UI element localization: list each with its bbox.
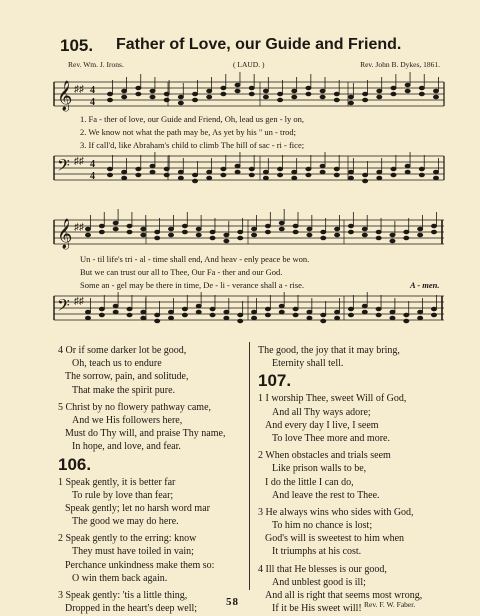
note-head bbox=[122, 176, 127, 180]
note-head bbox=[348, 176, 353, 180]
note-head bbox=[207, 176, 212, 180]
note-head bbox=[279, 310, 284, 314]
note-head bbox=[334, 167, 339, 171]
note-head bbox=[238, 236, 243, 240]
note-head bbox=[263, 176, 268, 180]
note-head bbox=[265, 307, 270, 311]
note-head bbox=[235, 164, 240, 168]
note-head bbox=[431, 313, 436, 317]
note-head bbox=[251, 310, 256, 314]
note-head bbox=[348, 307, 353, 311]
note-head bbox=[335, 233, 340, 237]
note-head bbox=[320, 170, 325, 174]
svg-text:4: 4 bbox=[90, 97, 95, 108]
note-head bbox=[391, 86, 396, 90]
note-head bbox=[136, 86, 141, 90]
note-head bbox=[221, 167, 226, 171]
note-head bbox=[127, 307, 132, 311]
svg-text:♯♯: ♯♯ bbox=[74, 84, 84, 95]
svg-text:4: 4 bbox=[90, 159, 95, 170]
note-head bbox=[141, 310, 146, 314]
note-head bbox=[99, 224, 104, 228]
lyric-line-2: 2. We know not what the path may be, As yet by his " un - trod; bbox=[80, 127, 297, 137]
note-head bbox=[390, 316, 395, 320]
note-head bbox=[224, 239, 229, 243]
hymn-title: Father of Love, our Guide and Friend. bbox=[116, 36, 402, 53]
note-head bbox=[155, 319, 160, 323]
column-divider bbox=[249, 342, 250, 590]
note-head bbox=[433, 95, 438, 99]
note-head bbox=[431, 230, 436, 234]
note-head bbox=[192, 173, 197, 177]
note-head bbox=[405, 89, 410, 93]
note-head bbox=[362, 310, 367, 314]
note-head bbox=[251, 233, 256, 237]
verse-line: 4 Ill that He blesses is our good, bbox=[258, 563, 387, 575]
treble-staff-system-1 bbox=[48, 72, 448, 118]
verse-line: The sorrow, pain, and solitude, bbox=[65, 371, 189, 383]
svg-text:♯♯: ♯♯ bbox=[74, 156, 84, 167]
note-head bbox=[405, 83, 410, 87]
note-head bbox=[136, 173, 141, 177]
note-head bbox=[207, 89, 212, 93]
note-head bbox=[141, 227, 146, 231]
note-head bbox=[334, 92, 339, 96]
hymn-106-number: 106. bbox=[58, 454, 92, 474]
verse-line: O win them back again. bbox=[72, 572, 168, 584]
note-head bbox=[150, 89, 155, 93]
verse-line: God's will is sweetest to him when bbox=[265, 533, 405, 545]
note-head bbox=[348, 224, 353, 228]
note-head bbox=[433, 89, 438, 93]
note-head bbox=[150, 170, 155, 174]
verse-line: And all Thy ways adore; bbox=[272, 406, 371, 418]
note-head bbox=[113, 227, 118, 231]
note-head bbox=[376, 236, 381, 240]
note-head bbox=[235, 89, 240, 93]
right-column-verses bbox=[258, 344, 454, 615]
note-head bbox=[168, 316, 173, 320]
verse-line: If it be His sweet will! bbox=[272, 603, 362, 615]
note-head bbox=[405, 170, 410, 174]
verse-line: 1 Speak gently, it is better far bbox=[58, 476, 176, 488]
note-head bbox=[335, 310, 340, 314]
note-head bbox=[431, 307, 436, 311]
note-head bbox=[249, 167, 254, 171]
tune-name: ( LAUD. ) bbox=[233, 60, 265, 69]
note-head bbox=[136, 92, 141, 96]
note-head bbox=[362, 304, 367, 308]
note-head bbox=[235, 170, 240, 174]
note-head bbox=[419, 86, 424, 90]
note-head bbox=[107, 167, 112, 171]
verse-line: 3 He always wins who sides with God, bbox=[258, 506, 414, 518]
verse-line: In hope, and love, and fear. bbox=[72, 441, 181, 453]
note-head bbox=[321, 236, 326, 240]
note-head bbox=[404, 230, 409, 234]
bass-staff-system-2 bbox=[48, 290, 448, 330]
note-head bbox=[321, 313, 326, 317]
note-head bbox=[307, 227, 312, 231]
note-head bbox=[182, 224, 187, 228]
lyric-line-3: 3. If call'd, like Abraham's child to climb The hill of sac - ri - fice; bbox=[80, 140, 305, 150]
amen-text: A - men. bbox=[410, 280, 440, 290]
svg-text:♯♯: ♯♯ bbox=[74, 222, 84, 233]
note-head bbox=[164, 173, 169, 177]
note-head bbox=[85, 227, 90, 231]
note-head bbox=[207, 170, 212, 174]
note-head bbox=[207, 95, 212, 99]
note-head bbox=[391, 92, 396, 96]
note-head bbox=[405, 164, 410, 168]
note-head bbox=[141, 316, 146, 320]
note-head bbox=[293, 230, 298, 234]
note-head bbox=[224, 233, 229, 237]
hymn-105-header bbox=[60, 36, 430, 58]
note-head bbox=[210, 236, 215, 240]
note-head bbox=[293, 313, 298, 317]
note-head bbox=[293, 307, 298, 311]
verse-line: The good we may do here. bbox=[72, 516, 179, 528]
note-head bbox=[224, 310, 229, 314]
verse-line: Eternity shall tell. bbox=[272, 358, 344, 370]
note-head bbox=[335, 316, 340, 320]
verse-line: 2 Speak gently to the erring: know bbox=[58, 533, 197, 545]
note-head bbox=[307, 310, 312, 314]
note-head bbox=[377, 170, 382, 174]
verse-line: The good, the joy that it may bring, bbox=[258, 345, 400, 356]
note-head bbox=[277, 92, 282, 96]
note-head bbox=[293, 224, 298, 228]
note-head bbox=[221, 86, 226, 90]
lyric-line-4: Un - til life's tri - al - time shall end, And heav - enly peace be won. bbox=[80, 254, 310, 264]
note-head bbox=[307, 316, 312, 320]
note-head bbox=[419, 173, 424, 177]
note-head bbox=[164, 98, 169, 102]
note-head bbox=[376, 313, 381, 317]
note-head bbox=[263, 95, 268, 99]
note-head bbox=[192, 92, 197, 96]
verse-line: To rule by love than fear; bbox=[72, 489, 174, 501]
note-head bbox=[178, 101, 183, 105]
note-head bbox=[306, 167, 311, 171]
note-head bbox=[390, 233, 395, 237]
verse-line: Perchance unkindness make them so: bbox=[65, 559, 215, 571]
note-head bbox=[99, 230, 104, 234]
verse-line: Dropped in the heart's deep well; bbox=[65, 603, 198, 615]
note-head bbox=[377, 89, 382, 93]
note-head bbox=[292, 89, 297, 93]
lyric-line-1: 1. Fa - ther of love, our Guide and Friend, Oh, lead us gen - ly on, bbox=[80, 114, 305, 124]
note-head bbox=[178, 176, 183, 180]
note-head bbox=[107, 98, 112, 102]
note-head bbox=[292, 95, 297, 99]
note-head bbox=[251, 227, 256, 231]
hymn-number: 105. bbox=[60, 36, 94, 55]
verse-line: To love Thee more and more. bbox=[272, 432, 390, 444]
note-head bbox=[279, 221, 284, 225]
note-head bbox=[391, 173, 396, 177]
note-head bbox=[334, 98, 339, 102]
note-head bbox=[127, 313, 132, 317]
note-head bbox=[85, 316, 90, 320]
verse-line: 2 When obstacles and trials seem bbox=[258, 450, 391, 462]
note-head bbox=[127, 224, 132, 228]
note-head bbox=[362, 227, 367, 231]
note-head bbox=[404, 319, 409, 323]
note-head bbox=[210, 307, 215, 311]
svg-text:♯♯: ♯♯ bbox=[74, 296, 84, 307]
note-head bbox=[168, 233, 173, 237]
note-head bbox=[196, 304, 201, 308]
verse-line: Oh, teach us to endure bbox=[72, 358, 162, 370]
note-head bbox=[348, 313, 353, 317]
note-head bbox=[150, 164, 155, 168]
note-head bbox=[320, 89, 325, 93]
note-head bbox=[306, 86, 311, 90]
note-head bbox=[292, 176, 297, 180]
note-head bbox=[178, 170, 183, 174]
note-head bbox=[235, 83, 240, 87]
note-head bbox=[363, 173, 368, 177]
note-head bbox=[122, 170, 127, 174]
note-head bbox=[320, 95, 325, 99]
note-head bbox=[391, 167, 396, 171]
note-head bbox=[390, 310, 395, 314]
note-head bbox=[362, 233, 367, 237]
verse-line: Speak gently; let no harsh word mar bbox=[65, 502, 210, 514]
verse-line: That make the spirit pure. bbox=[72, 384, 176, 396]
note-head bbox=[122, 95, 127, 99]
note-head bbox=[155, 230, 160, 234]
note-head bbox=[418, 233, 423, 237]
hymn-107-number: 107. bbox=[258, 371, 292, 391]
note-head bbox=[113, 310, 118, 314]
note-head bbox=[277, 173, 282, 177]
note-head bbox=[263, 170, 268, 174]
note-head bbox=[431, 224, 436, 228]
note-head bbox=[196, 310, 201, 314]
verse-line: And all is right that seems most wrong, bbox=[265, 590, 423, 601]
note-head bbox=[107, 92, 112, 96]
hymn-credits bbox=[68, 60, 440, 72]
lyric-line-5: But we can trust our all to Thee, Our Fa - ther and our God. bbox=[80, 267, 283, 277]
note-head bbox=[182, 313, 187, 317]
note-head bbox=[192, 98, 197, 102]
note-head bbox=[334, 173, 339, 177]
note-head bbox=[377, 95, 382, 99]
note-head bbox=[107, 173, 112, 177]
note-head bbox=[251, 316, 256, 320]
note-head bbox=[99, 313, 104, 317]
note-head bbox=[249, 92, 254, 96]
note-head bbox=[263, 89, 268, 93]
note-head bbox=[192, 179, 197, 183]
verse-line: And unblest good is ill; bbox=[272, 576, 366, 588]
note-head bbox=[433, 170, 438, 174]
composer-credit: Rev. John B. Dykes, 1861. bbox=[360, 60, 440, 69]
note-head bbox=[306, 173, 311, 177]
svg-text:𝄢: 𝄢 bbox=[57, 297, 70, 319]
note-head bbox=[306, 92, 311, 96]
note-head bbox=[265, 313, 270, 317]
note-head bbox=[348, 230, 353, 234]
note-head bbox=[238, 313, 243, 317]
verse-line: And every day I live, I seem bbox=[265, 419, 379, 431]
note-head bbox=[164, 167, 169, 171]
note-head bbox=[113, 221, 118, 225]
note-head bbox=[113, 304, 118, 308]
footer-attribution: Rev. F. W. Faber. bbox=[364, 600, 416, 609]
note-head bbox=[277, 167, 282, 171]
note-head bbox=[178, 95, 183, 99]
note-head bbox=[221, 92, 226, 96]
note-head bbox=[196, 233, 201, 237]
note-head bbox=[419, 167, 424, 171]
verse-line: It triumphs at his cost. bbox=[272, 546, 362, 558]
note-head bbox=[348, 170, 353, 174]
note-head bbox=[265, 230, 270, 234]
note-head bbox=[238, 230, 243, 234]
note-head bbox=[85, 233, 90, 237]
note-head bbox=[99, 307, 104, 311]
note-head bbox=[279, 227, 284, 231]
note-head bbox=[419, 92, 424, 96]
note-head bbox=[376, 307, 381, 311]
note-head bbox=[265, 224, 270, 228]
verse-line: 5 Christ by no flowery pathway came, bbox=[58, 401, 212, 413]
svg-text:𝄞: 𝄞 bbox=[57, 219, 73, 248]
note-head bbox=[168, 310, 173, 314]
note-head bbox=[307, 233, 312, 237]
note-head bbox=[348, 95, 353, 99]
note-head bbox=[221, 173, 226, 177]
note-head bbox=[182, 307, 187, 311]
verse-line: And leave the rest to Thee. bbox=[272, 489, 380, 501]
note-head bbox=[348, 101, 353, 105]
note-head bbox=[377, 176, 382, 180]
note-head bbox=[196, 227, 201, 231]
verse-line: And we His followers here, bbox=[72, 414, 183, 426]
verse-line: To him no chance is lost; bbox=[272, 520, 373, 532]
verse-line: 1 I worship Thee, sweet Will of God, bbox=[258, 393, 407, 405]
note-head bbox=[292, 170, 297, 174]
svg-text:4: 4 bbox=[90, 85, 95, 96]
note-head bbox=[122, 89, 127, 93]
note-head bbox=[277, 98, 282, 102]
note-head bbox=[249, 173, 254, 177]
verse-line: Must do Thy will, and praise Thy name, bbox=[65, 428, 226, 440]
author-credit: Rev. Wm. J. Irons. bbox=[68, 60, 124, 69]
note-head bbox=[210, 313, 215, 317]
note-head bbox=[249, 86, 254, 90]
note-head bbox=[433, 176, 438, 180]
lyric-line-6: Some an - gel may be there in time, De - li - verance shall a - rise. bbox=[80, 280, 304, 290]
note-head bbox=[404, 236, 409, 240]
note-head bbox=[418, 310, 423, 314]
note-head bbox=[168, 227, 173, 231]
note-head bbox=[321, 230, 326, 234]
note-head bbox=[127, 230, 132, 234]
note-head bbox=[404, 313, 409, 317]
note-head bbox=[141, 233, 146, 237]
note-head bbox=[238, 319, 243, 323]
svg-text:𝄢: 𝄢 bbox=[57, 157, 70, 179]
verse-line: 4 Or if some darker lot be good, bbox=[58, 345, 187, 356]
note-head bbox=[376, 230, 381, 234]
note-head bbox=[155, 313, 160, 317]
note-head bbox=[418, 316, 423, 320]
verse-line: I do the little I can do, bbox=[265, 476, 354, 488]
svg-text:𝄞: 𝄞 bbox=[57, 81, 73, 110]
note-head bbox=[136, 167, 141, 171]
note-head bbox=[155, 236, 160, 240]
note-head bbox=[363, 179, 368, 183]
page-number: 58 bbox=[226, 596, 239, 608]
verse-line: 3 Speak gently: 'tis a little thing, bbox=[58, 590, 188, 601]
svg-text:4: 4 bbox=[90, 171, 95, 182]
note-head bbox=[164, 92, 169, 96]
note-head bbox=[418, 227, 423, 231]
note-head bbox=[390, 239, 395, 243]
note-head bbox=[210, 230, 215, 234]
left-column-verses bbox=[58, 344, 244, 615]
note-head bbox=[279, 304, 284, 308]
note-head bbox=[150, 95, 155, 99]
verse-line: They must have toiled in vain; bbox=[72, 546, 194, 558]
note-head bbox=[335, 227, 340, 231]
note-head bbox=[224, 316, 229, 320]
note-head bbox=[320, 164, 325, 168]
note-head bbox=[363, 98, 368, 102]
bass-staff-system-1 bbox=[48, 150, 448, 190]
treble-staff-system-2 bbox=[48, 208, 448, 256]
verse-line: Like prison walls to be, bbox=[272, 463, 367, 475]
note-head bbox=[182, 230, 187, 234]
note-head bbox=[321, 319, 326, 323]
note-head bbox=[363, 92, 368, 96]
note-head bbox=[85, 310, 90, 314]
